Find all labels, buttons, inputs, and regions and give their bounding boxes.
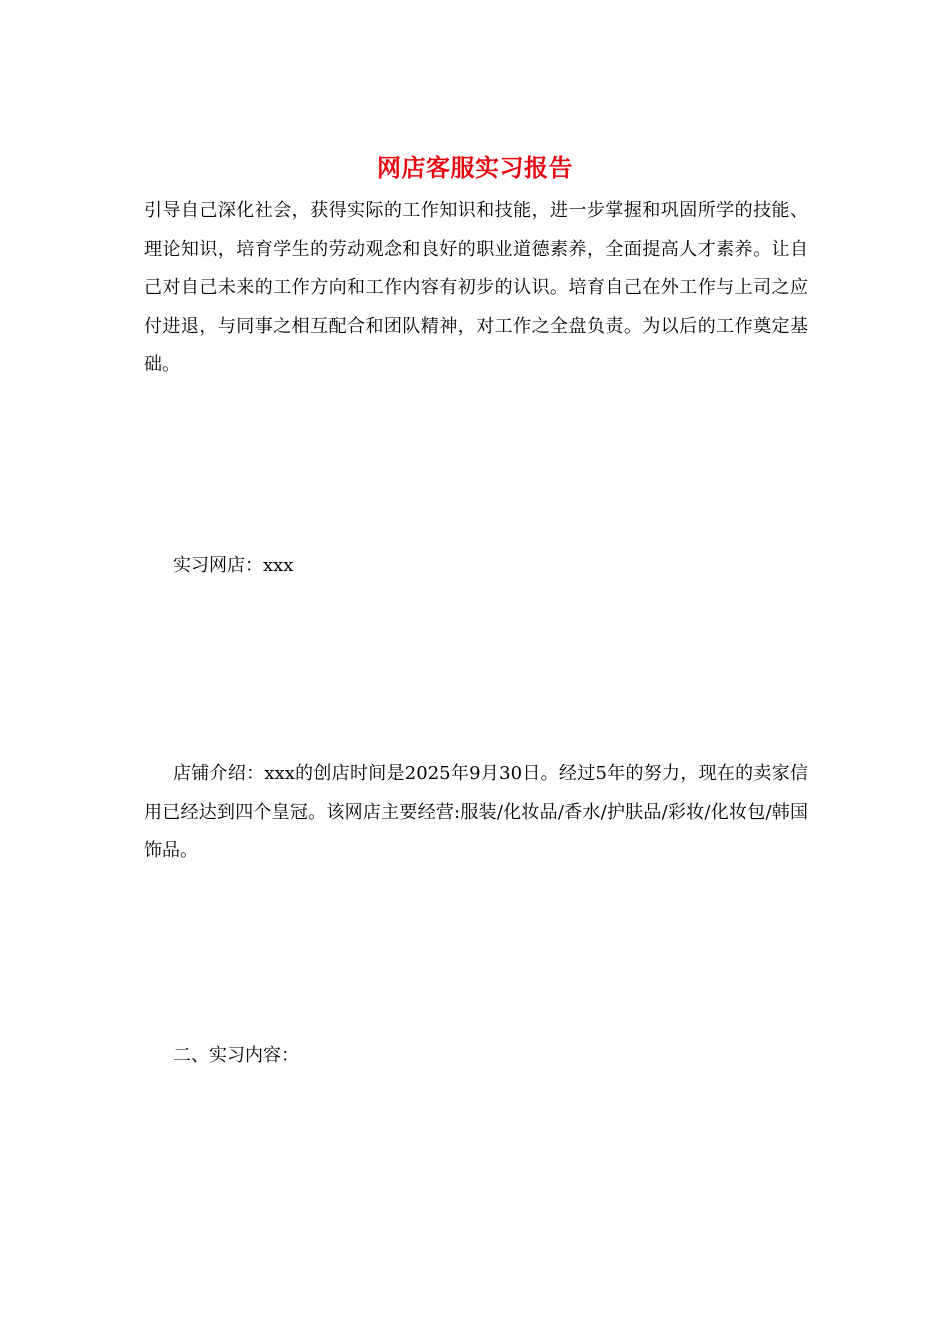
section-heading: 二、实习内容： [173,1045,299,1066]
intro-paragraph: 引导自己深化社会，获得实际的工作知识和技能，进一步掌握和巩固所学的技能、理论知识，培育学生的劳动观念和良好的职业道德素养，全面提高人才素养。让自己对自己未来的工作方向和工作内容有初步的认识。培育自己在外工作与上司之应付进退，与同事之相互配合和团队精神，对工作之全盘负责。为以后的工作奠定基础。 [144,200,808,375]
shop-introduction-paragraph: 店铺介绍：xxx的创店时间是2025年9月30日。经过5年的努力，现在的卖家信用已经达到四个皇冠。该网店主要经营:服装/化妆品/香水/护肤品/彩妆/化妆包/韩国饰品。 [144,763,808,861]
internship-shop-line: 实习网店：xxx [173,555,294,576]
document-title: 网店客服实习报告 [377,153,573,182]
